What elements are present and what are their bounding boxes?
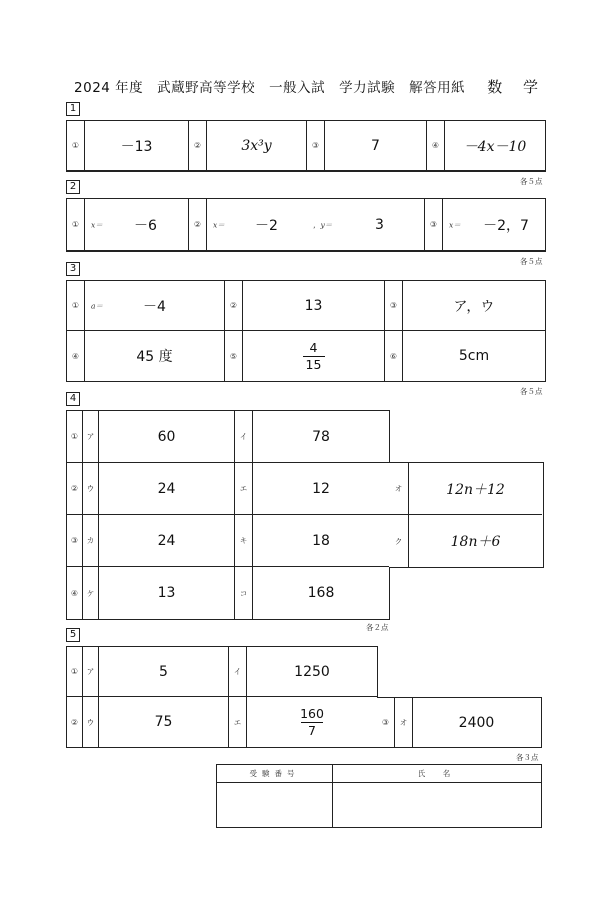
s5-kana-o: オ [395, 698, 413, 747]
s2-answer-2-x-value: －2 [255, 217, 278, 234]
name-label: 氏 名 [332, 765, 541, 783]
name-field[interactable] [333, 783, 541, 827]
s1-answer-4[interactable]: －4x－10 [445, 121, 545, 171]
s4-answer-i[interactable]: 78 [253, 411, 389, 463]
section-1-points: 各５点 [520, 177, 543, 186]
s4-answer-o[interactable]: 12n＋12 [409, 463, 542, 515]
s1-label-1: ① [67, 121, 85, 171]
s3-answer-5[interactable] [243, 331, 385, 381]
s2-label-2: ② [189, 199, 207, 251]
s3-answer-4[interactable]: 45 度 [85, 331, 225, 381]
section-4-answer-grid-right [389, 462, 544, 568]
s3-answer-2[interactable]: 13 [243, 281, 385, 331]
s4-answer-ka[interactable]: 24 [99, 515, 235, 567]
s4-kana-ke: ケ [83, 567, 99, 619]
s5-answer-i[interactable]: 1250 [247, 647, 377, 697]
section-2-number: 2 [66, 180, 80, 194]
section-4-answer-grid-left [66, 410, 390, 620]
s4-kana-ku: ク [389, 515, 409, 567]
s2-answer-1-value: －6 [134, 217, 157, 234]
s1-label-2: ② [189, 121, 207, 171]
s2-answer-3-value: －2，7 [483, 217, 529, 234]
s4-kana-a: ア [83, 411, 99, 463]
section-5-answer-grid-right [377, 697, 542, 748]
s5-answer-u[interactable]: 75 [99, 697, 229, 747]
s4-answer-a[interactable]: 60 [99, 411, 235, 463]
s2-answer-3-prefix: x＝ [449, 220, 461, 229]
s5-answer-o[interactable]: 2400 [458, 714, 495, 731]
fraction-denominator: 15 [305, 356, 322, 372]
s1-answer-1[interactable]: －13 [85, 121, 189, 171]
s3-answer-3[interactable]: ア，ウ [403, 281, 545, 331]
section-2-answer-row [66, 198, 546, 252]
s2-label-1: ① [67, 199, 85, 251]
fraction-denominator: 7 [308, 722, 316, 738]
s3-label-1: ① [67, 281, 85, 331]
s4-label-2: ② [67, 463, 83, 515]
s4-kana-ki: キ [235, 515, 253, 567]
s2-answer-2[interactable] [207, 199, 425, 251]
s4-answer-ko[interactable]: 168 [307, 585, 335, 601]
s4-kana-u: ウ [83, 463, 99, 515]
s4-answer-e[interactable]: 12 [253, 463, 389, 515]
section-3-number: 3 [66, 262, 80, 276]
s5-answer-e-fraction [300, 707, 324, 738]
s5-kana-i: イ [229, 647, 247, 697]
s5-answer-e[interactable] [247, 697, 377, 747]
s5-label-3: ③ [377, 698, 395, 747]
s1-label-3: ③ [307, 121, 325, 171]
section-3-answer-grid [66, 280, 546, 382]
s3-answer-1-prefix: a＝ [91, 301, 103, 310]
s3-label-2: ② [225, 281, 243, 331]
s2-answer-2-prefix-y: ，y＝ [313, 220, 333, 229]
s4-answer-ku[interactable]: 18n＋6 [450, 534, 501, 550]
s3-answer-5-fraction [303, 341, 325, 372]
s1-answer-3[interactable]: 7 [325, 121, 427, 171]
s5-kana-u: ウ [83, 697, 99, 747]
s4-label-1: ① [67, 411, 83, 463]
section-4-points: 各２点 [366, 623, 389, 632]
s4-kana-i: イ [235, 411, 253, 463]
s3-answer-1[interactable] [85, 281, 225, 331]
exam-id-name-box [216, 764, 542, 828]
s3-label-5: ⑤ [225, 331, 243, 381]
page-title [60, 76, 560, 97]
subject-label: 数 学 [487, 78, 546, 96]
s5-kana-e: エ [229, 697, 247, 747]
s4-answer-u[interactable]: 24 [99, 463, 235, 515]
s3-answer-1-value: －4 [143, 298, 166, 315]
s3-label-4: ④ [67, 331, 85, 381]
section-5-answer-grid-left [66, 646, 378, 748]
section-2-points: 各５点 [520, 257, 543, 266]
s5-label-1: ① [67, 647, 83, 697]
s2-answer-1-prefix: x＝ [91, 220, 103, 229]
s2-answer-2-y-value: 3 [375, 216, 384, 233]
section-1-number: 1 [66, 102, 80, 116]
s2-answer-2-prefix-x: x＝ [213, 220, 225, 229]
exam-number-field[interactable] [217, 783, 332, 827]
s4-kana-ko: コ [235, 567, 253, 619]
s5-kana-a: ア [83, 647, 99, 697]
s4-answer-ki[interactable]: 18 [253, 515, 389, 567]
exam-title: 2024 年度 武蔵野高等学校 一般入試 学力試験 解答用紙 [74, 80, 466, 96]
s4-kana-ka: カ [83, 515, 99, 567]
s5-label-2: ② [67, 697, 83, 747]
section-5-number: 5 [66, 628, 80, 642]
s4-kana-o: オ [389, 463, 409, 515]
s5-answer-a[interactable]: 5 [99, 647, 229, 697]
fraction-numerator: 4 [309, 339, 318, 355]
s2-answer-1[interactable] [85, 199, 189, 251]
s4-kana-e: エ [235, 463, 253, 515]
exam-number-label: 受験番号 [217, 765, 332, 783]
section-5-points: 各３点 [516, 753, 539, 762]
s1-label-4: ④ [427, 121, 445, 171]
s3-answer-6[interactable]: 5cm [458, 348, 490, 364]
s2-answer-3[interactable] [443, 199, 545, 251]
s4-label-3: ③ [67, 515, 83, 567]
s2-label-3: ③ [425, 199, 443, 251]
section-1-answer-row [66, 120, 546, 172]
section-3-points: 各５点 [520, 387, 543, 396]
section-4-number: 4 [66, 392, 80, 406]
s4-label-4: ④ [67, 567, 83, 619]
s1-answer-2[interactable]: 3x³y [207, 121, 307, 171]
s3-label-3: ③ [385, 281, 403, 331]
fraction-numerator: 160 [300, 705, 324, 721]
s3-label-6: ⑥ [385, 331, 403, 381]
s4-answer-ke[interactable]: 13 [99, 567, 235, 619]
